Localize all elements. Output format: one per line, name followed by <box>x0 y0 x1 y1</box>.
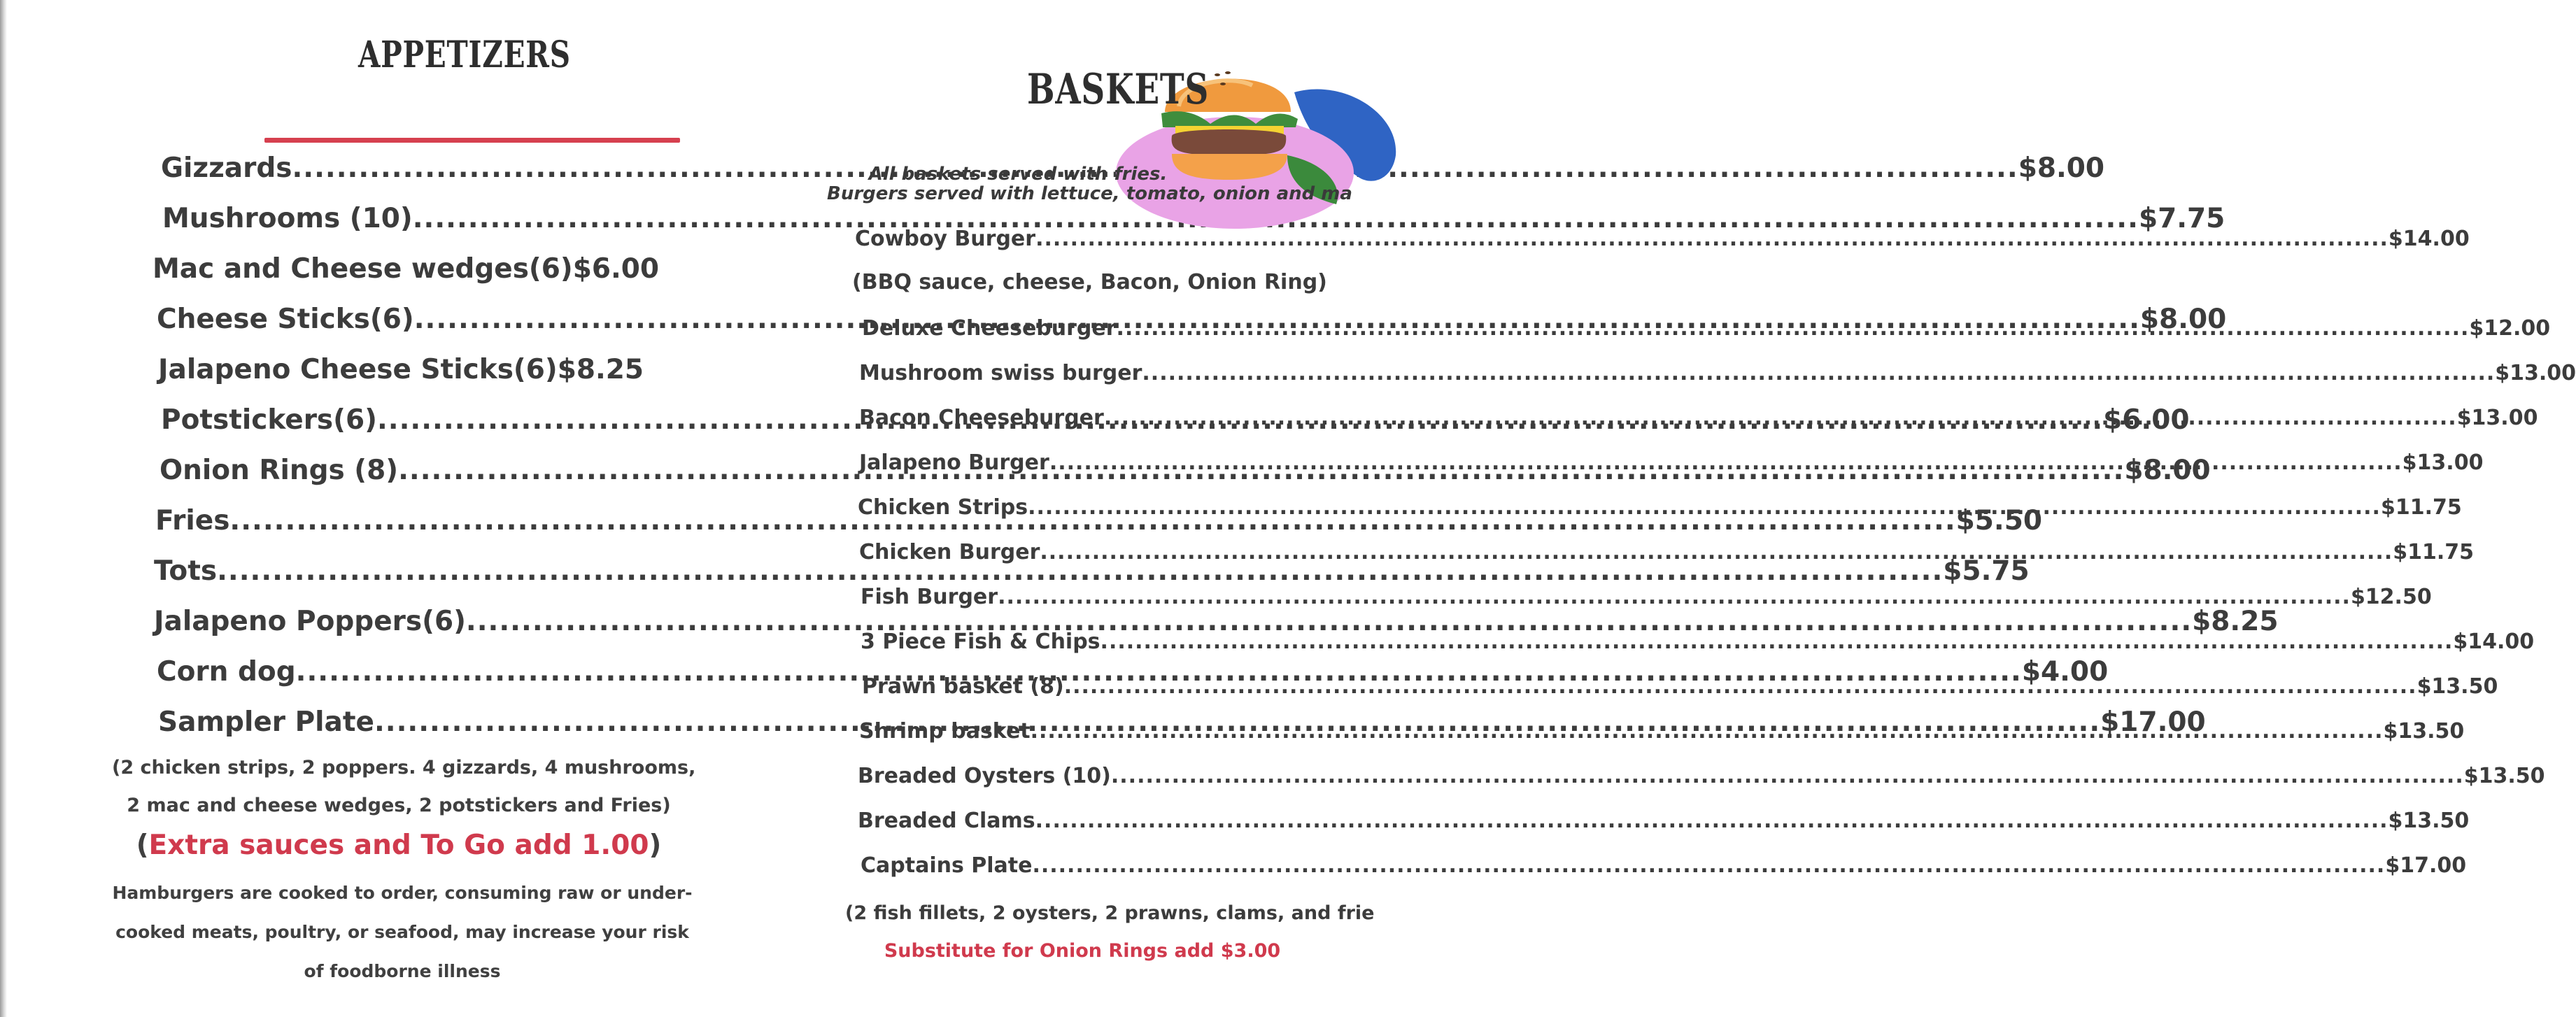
item-price: $12.50 <box>2350 585 2432 609</box>
item-name: Deluxe Cheeseburger <box>862 316 1117 341</box>
dot-leader <box>1101 628 2454 656</box>
item-price: $13.00 <box>2402 450 2484 475</box>
item-name: Bacon Cheeseburger <box>859 406 1104 430</box>
item-name: Jalapeno Cheese Sticks(6) <box>158 354 558 385</box>
item-name: Captains Plate <box>861 853 1033 878</box>
dot-leader <box>1111 762 2464 790</box>
dot-leader <box>1028 494 2381 522</box>
item-name: Chicken Burger <box>859 540 1040 564</box>
item-name: Breaded Clams <box>858 809 1035 833</box>
item-price: $13.50 <box>2463 764 2545 788</box>
item-name: Corn dog <box>157 656 296 688</box>
item-name: Sampler Plate <box>158 706 374 738</box>
title-underline <box>264 138 680 143</box>
food-warning: cooked meats, poultry, or seafood, may increase your risk <box>115 922 689 942</box>
item-price: $8.00 <box>2139 304 2227 335</box>
dot-leader <box>1035 225 2389 253</box>
item-name: Chicken Strips <box>858 495 1028 520</box>
item-name: Tots <box>154 555 218 587</box>
item-price: $8.00 <box>2018 152 2105 184</box>
item-name: Shrimp basket <box>859 719 1031 744</box>
item-price: $8.00 <box>2124 455 2211 486</box>
item-price: $13.50 <box>2416 674 2498 699</box>
menu-item <box>862 673 2498 701</box>
menu-item <box>858 807 2470 835</box>
dot-leader <box>1035 807 2389 835</box>
menu-item <box>859 539 2475 567</box>
item-price: $5.75 <box>1943 555 2030 587</box>
menu-item <box>158 353 644 387</box>
item-price: $11.75 <box>2380 495 2462 520</box>
item-name: Cheese Sticks(6) <box>157 304 414 335</box>
item-name: Cowboy Burger <box>855 227 1036 251</box>
item-price: $13.00 <box>2456 406 2538 430</box>
item-price: $13.00 <box>2495 361 2576 385</box>
dot-leader <box>1142 360 2495 387</box>
item-price: $6.00 <box>2103 404 2190 436</box>
appetizers-title: APPETIZERS <box>358 34 571 76</box>
dot-leader <box>1064 673 2417 701</box>
dot-leader <box>1049 449 2402 477</box>
item-price: $7.75 <box>2138 203 2225 234</box>
menu-item <box>861 628 2535 656</box>
menu-item <box>154 554 2030 589</box>
paren-close: ) <box>649 830 662 861</box>
sampler-note: 2 mac and cheese wedges, 2 potstickers and Fries) <box>127 795 671 816</box>
item-price: $12.00 <box>2469 316 2551 341</box>
baskets-subtitle: Burgers served with lettuce, tomato, onion and ma <box>827 183 1352 204</box>
food-warning: Hamburgers are cooked to order, consuming raw or under- <box>112 883 693 903</box>
paren-open: ( <box>136 830 149 861</box>
item-price: $5.50 <box>1955 505 2043 536</box>
item-name: Prawn basket (8) <box>862 674 1064 699</box>
item-name: Gizzards <box>161 152 292 184</box>
extra-sauces-text: Extra sauces and To Go add 1.00 <box>148 830 649 861</box>
item-name: Mushrooms (10) <box>162 203 413 234</box>
substitute-note: Substitute for Onion Rings add $3.00 <box>884 940 1281 962</box>
sampler-note: (2 chicken strips, 2 poppers. 4 gizzards, 4 mushrooms, <box>112 757 696 778</box>
item-name: Jalapeno Poppers(6) <box>154 606 466 637</box>
baskets-title: BASKETS <box>1027 65 1210 114</box>
food-warning: of foodborne illness <box>304 961 501 981</box>
item-price: $17.00 <box>2100 706 2206 738</box>
item-price: $11.75 <box>2393 540 2475 564</box>
dot-leader <box>1117 315 2470 343</box>
captains-note: (2 fish fillets, 2 oysters, 2 prawns, clams, and frie <box>845 902 1375 924</box>
menu-item <box>162 201 2225 236</box>
cowboy-note: (BBQ sauce, cheese, Bacon, Onion Ring) <box>852 270 1327 294</box>
item-name: Mac and Cheese wedges(6) <box>153 253 573 285</box>
dot-leader <box>1032 852 2385 880</box>
scan-edge <box>0 0 7 1017</box>
item-name: Mushroom swiss burger <box>859 361 1142 385</box>
item-price: $17.00 <box>2385 853 2467 878</box>
menu-item <box>861 852 2467 880</box>
item-name: Jalapeno Burger <box>859 450 1049 475</box>
item-price: $6.00 <box>572 253 660 285</box>
menu-item <box>154 604 2279 639</box>
dot-leader <box>1031 718 2384 746</box>
dot-leader <box>1104 404 2457 432</box>
item-price: $14.00 <box>2388 227 2470 251</box>
item-name: Potstickers(6) <box>161 404 377 436</box>
menu-item <box>855 225 2470 253</box>
item-price: $4.00 <box>2021 656 2109 688</box>
item-name: Breaded Oysters (10) <box>858 764 1111 788</box>
menu-item <box>858 762 2545 790</box>
item-name: Onion Rings (8) <box>160 455 399 486</box>
item-name: Fish Burger <box>861 585 998 609</box>
item-name: Fries <box>155 505 230 536</box>
item-price: $13.50 <box>2388 809 2470 833</box>
extra-sauces-note <box>112 830 686 861</box>
item-price: $8.25 <box>557 354 644 385</box>
dot-leader <box>998 583 2351 611</box>
menu-item <box>861 583 2432 611</box>
menu-item <box>859 360 2576 387</box>
menu-item <box>153 252 660 287</box>
item-price: $8.25 <box>2192 606 2279 637</box>
item-name: 3 Piece Fish & Chips <box>861 630 1101 654</box>
baskets-subtitle: All baskets served with fries. <box>868 164 1168 185</box>
dot-leader <box>1040 539 2393 567</box>
item-price: $13.50 <box>2383 719 2465 744</box>
item-price: $14.00 <box>2453 630 2535 654</box>
